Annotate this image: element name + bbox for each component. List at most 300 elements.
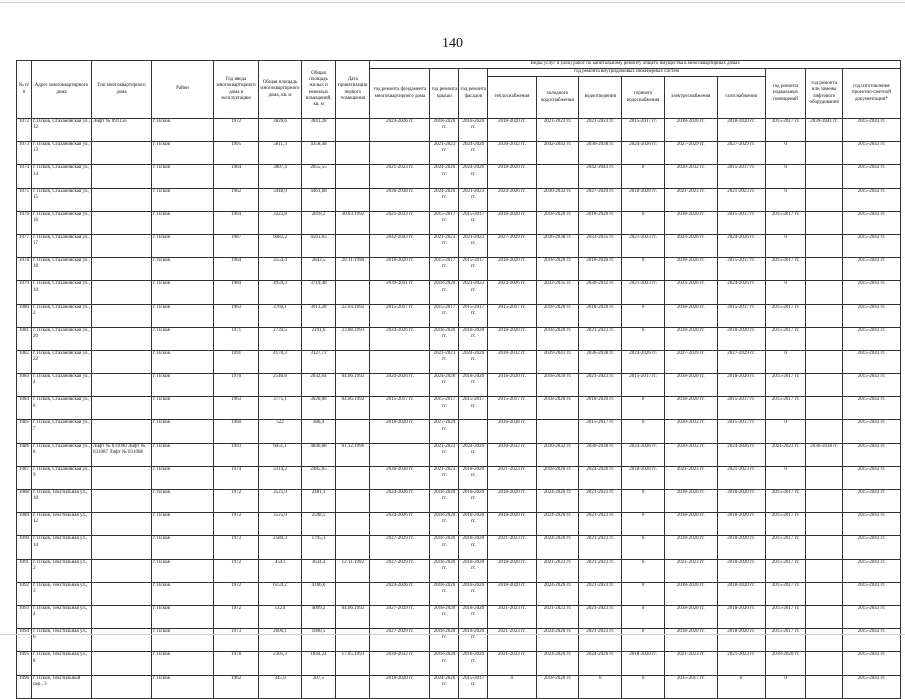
cell-cold-water: 2036-2038 гг. [536,234,579,257]
cell-facade: 2015-2017 гг. [459,211,488,234]
cell-living-area: 1800,5 [301,629,335,652]
cell-hot-water: 2021-2023 гг. [622,281,665,304]
cell-elevator [806,582,842,605]
cell-total-area: 3554,4 [259,258,302,281]
cell-facade: 2024-2026 гг. [459,350,488,373]
table-row [17,629,901,652]
cell-year: 1991 [214,350,259,373]
cell-drain: 2018-2020 гг. [579,211,622,234]
cell-drain: 2033-2035 гг. [579,234,622,257]
cell-foundation: 2018-2020 гг. [370,420,430,443]
cell-elevator [806,675,842,698]
table-row [17,165,901,188]
col-electric: электроснабжения [665,77,717,119]
table-row [17,327,901,350]
cell-address: г. Псков, Стахановская ул., 22 [31,350,91,373]
cell-foundation: 2024-2026 гг. [370,513,430,536]
cell-type [91,142,151,165]
cell-facade: 2018-2020 гг. [459,559,488,582]
cell-type [91,188,151,211]
cell-heat: 2024-2026 гг. [488,281,536,304]
cell-foundation [370,350,430,373]
cell-living-area: 3041,28 [301,119,335,142]
cell-basement: 2015-2017 гг. [765,119,806,142]
cell-heat: 2021-2023 гг. [488,652,536,675]
cell-total-area: 3314,2 [259,466,302,489]
cell-basement: 0 [765,420,806,443]
cell-district: г. Псков [151,234,213,257]
col-year: Год ввода многоквартирного дома в эксплуатацию [214,61,259,119]
cell-facade: 2021-2023 гг. [459,234,488,257]
cell-docs: 2015-2043 гг. [842,258,900,281]
cell-cold-water: 2018-2020 гг. [536,374,579,397]
cell-num: 1093 [17,605,32,628]
cell-gas: 2018-2020 гг. [717,374,765,397]
cell-facade: 2018-2020 гг. [459,466,488,489]
cell-year: 1962 [214,188,259,211]
cell-total-area: 2739,5 [259,327,302,350]
cell-electric: 2018-2020 гг. [665,397,717,420]
cell-facade: 2015-2017 гг. [459,304,488,327]
cell-district: г. Псков [151,559,213,582]
cell-total-area: 2305,3 [259,652,302,675]
cell-basement: 2015-2017 гг. [765,258,806,281]
cell-privatization [336,490,370,513]
cell-year: 1993 [214,443,259,466]
cell-living-area: 3013,28 [301,304,335,327]
cell-hot-water: 0 [622,165,665,188]
cell-address: г. Псков, Стахановская ул., 6 [31,397,91,420]
cell-address: г. Псков, Текстильная ул., 8 [31,652,91,675]
table-row [17,675,901,698]
cell-privatization: 04.06.1992 [336,374,370,397]
cell-district: г. Псков [151,327,213,350]
cell-drain: 2021-2023 гг. [579,605,622,628]
cell-basement: 2015-2017 гг. [765,559,806,582]
cell-foundation: 2024-2026 гг. [370,374,430,397]
cell-type [91,513,151,536]
cell-roof: 2018-2020 гг. [430,513,459,536]
cell-cold-water: 2018-2020 гг. [536,466,579,489]
cell-address: г. Псков, Стахановская ул., 20 [31,327,91,350]
cell-drain: 2027-2029 гг. [579,188,622,211]
cell-living-area: 4099,2 [301,605,335,628]
cell-total-area: 3826,6 [259,119,302,142]
col-privatization: Дата приватизации первого помещения [336,61,370,119]
cell-cold-water [536,165,579,188]
cell-district: г. Псков [151,582,213,605]
table-row [17,605,901,628]
table-row [17,258,901,281]
cell-basement: 2018-2020 гг. [765,652,806,675]
cell-type: Лифт № 091156 [91,119,151,142]
cell-district: г. Псков [151,374,213,397]
cell-address: г. Псков, Текстильная ул., 2 [31,559,91,582]
cell-num: 1087 [17,466,32,489]
cell-living-area: 2485,65 [301,466,335,489]
cell-elevator [806,188,842,211]
cell-hot-water: 0 [622,258,665,281]
cell-hot-water: 0 [622,211,665,234]
cell-num: 1090 [17,536,32,559]
cell-living-area: 4461,68 [301,188,335,211]
cell-hot-water: 0 [622,536,665,559]
cell-drain: 2036-2038 гг. [579,350,622,373]
cell-num: 1085 [17,420,32,443]
cell-docs: 2015-2043 гг. [842,234,900,257]
cell-num: 1076 [17,211,32,234]
cell-address: г. Псков, Текстильная ул., 10 [31,490,91,513]
col-living-area: Общая площадь жилых и нежилых помещений, кв. м [301,61,335,119]
cell-basement: 0 [765,466,806,489]
table-row [17,443,901,466]
cell-facade: 2018-2020 гг. [459,605,488,628]
cell-living-area: 3634,4 [301,559,335,582]
cell-basement: 2015-2017 гг. [765,327,806,350]
cell-gas: 2015-2017 гг. [717,397,765,420]
cell-hot-water: 0 [622,559,665,582]
cell-hot-water: 2018-2020 гг. [622,466,665,489]
cell-total-area: 522 [259,420,302,443]
cell-docs: 2015-2043 гг. [842,165,900,188]
cell-living-area: 386,4 [301,420,335,443]
cell-living-area: 1844,24 [301,652,335,675]
cell-num: 1079 [17,281,32,304]
cell-docs: 2015-2043 гг. [842,652,900,675]
cell-hot-water: 2015-2017 гг. [622,374,665,397]
cell-hot-water: 0 [622,397,665,420]
cell-hot-water: 0 [622,490,665,513]
cell-cold-water: 2024-2026 гг. [536,582,579,605]
cell-total-area: 4543 [259,559,302,582]
cell-basement: 0 [765,234,806,257]
cell-gas: 2018-2020 гг. [717,490,765,513]
cell-type [91,234,151,257]
cell-living-area: 2032,64 [301,374,335,397]
cell-district: г. Псков [151,258,213,281]
cell-num: 1082 [17,350,32,373]
cell-hot-water: 0 [622,582,665,605]
cell-total-area: 2540,8 [259,374,302,397]
cell-heat: 2036-2038 гг. [488,420,536,443]
cell-heat: 2018-2020 гг. [488,327,536,350]
cell-heat: 2018-2020 гг. [488,559,536,582]
cell-elevator [806,142,842,165]
cell-type [91,466,151,489]
cell-roof: 2021-2023 гг. [430,234,459,257]
cell-num: 1073 [17,142,32,165]
cell-cold-water [536,420,579,443]
page-number: 140 [442,36,463,51]
cell-privatization: 04.06.1992 [336,605,370,628]
cell-docs: 2015-2043 гг. [842,188,900,211]
cell-privatization [336,513,370,536]
cell-type [91,605,151,628]
cell-electric: 2021-2023 гг. [665,188,717,211]
cell-privatization: 01.12.1996 [336,443,370,466]
cell-total-area: 345,9 [259,675,302,698]
cell-year: 1974 [214,466,259,489]
cell-privatization [336,675,370,698]
cell-total-area: 6051,1 [259,443,302,466]
cell-address: г. Псков, Стахановская ул., 7 [31,420,91,443]
cell-gas: 2027-2029 гг. [717,142,765,165]
table-row [17,490,901,513]
cell-foundation: 2027-2029 гг. [370,559,430,582]
cell-heat: 2018-2020 гг. [488,582,536,605]
cell-electric: 2027-2029 гг. [665,142,717,165]
cell-address: г. Псков, Стахановская ул., 19 [31,281,91,304]
cell-electric: 2027-2029 гг. [665,350,717,373]
cell-basement: 0 [765,281,806,304]
cell-gas: 2018-2020 гг. [717,327,765,350]
cell-hot-water: 2021-2023 гг. [622,234,665,257]
cell-privatization: 17.05.1993 [336,652,370,675]
cell-roof: 2015-2017 гг. [430,397,459,420]
cell-drain: 2021-2023 гг. [579,374,622,397]
cell-elevator: 2036-2038 гг. [806,443,842,466]
cell-facade: 2015-2017 гг. [459,258,488,281]
cell-electric: 2030-2032 гг. [665,165,717,188]
scan-bottom-edge [0,634,905,635]
cell-district: г. Псков [151,350,213,373]
cell-living-area: 4561,65 [301,234,335,257]
table-row [17,397,901,420]
cell-basement: 2015-2017 гг. [765,304,806,327]
table-row [17,234,901,257]
cell-address: г. Псков, Стахановская ул., 15 [31,188,91,211]
register-table [16,60,901,699]
cell-gas: 2015-2017 гг. [717,211,765,234]
cell-living-area: 2855,55 [301,165,335,188]
cell-elevator [806,211,842,234]
cell-elevator [806,513,842,536]
cell-num: 1084 [17,397,32,420]
cell-address: г. Псков, Стахановская ул., 16 [31,211,91,234]
cell-num: 1083 [17,374,32,397]
cell-roof: 2018-2020 гг. [430,559,459,582]
cell-total-area: 4170,3 [259,350,302,373]
cell-heat: 2018-2020 гг. [488,513,536,536]
cell-heat: 0 [488,675,536,698]
cell-drain: 2021-2023 гг. [579,513,622,536]
cell-electric: 2018-2020 гг. [665,605,717,628]
cell-total-area: 3807,4 [259,165,302,188]
cell-privatization [336,582,370,605]
cell-district: г. Псков [151,466,213,489]
cell-drain: 2036-2038 гг. [579,443,622,466]
cell-address: г. Псков, Текстильная ул., 4 [31,605,91,628]
cell-privatization: 23.08.1993 [336,327,370,350]
cell-foundation: 2024-2026 гг. [370,582,430,605]
cell-total-area: 6082,2 [259,234,302,257]
cell-address: г. Псков, Текстильная ул., 12 [31,513,91,536]
cell-elevator [806,652,842,675]
cell-heat: 2018-2020 гг. [488,211,536,234]
cell-docs: 2015-2043 гг. [842,327,900,350]
table-row [17,582,901,605]
cell-electric: 2018-2020 гг. [665,490,717,513]
cell-electric: 2018-2020 гг. [665,258,717,281]
cell-district: г. Псков [151,397,213,420]
cell-district: г. Псков [151,188,213,211]
cell-num: 1094 [17,629,32,652]
cell-address: г. Псков, Стахановская ул., 2 [31,304,91,327]
cell-facade: 2018-2020 гг. [459,374,488,397]
cell-foundation: 2024-2026 гг. [370,327,430,350]
cell-heat: 2030-2032 гг. [488,142,536,165]
cell-electric: 2018-2020 гг. [665,304,717,327]
table-row [17,536,901,559]
cell-total-area: 2580,3 [259,536,302,559]
cell-docs: 2015-2043 гг. [842,281,900,304]
cell-electric: 2021-2023 гг. [665,466,717,489]
cell-gas: 2018-2020 гг. [717,536,765,559]
cell-hot-water: 2024-2026 гг. [622,142,665,165]
cell-docs: 2015-2043 гг. [842,466,900,489]
cell-elevator [806,234,842,257]
cell-cold-water: 2021-2023 гг. [536,559,579,582]
cell-num: 1096 [17,675,32,698]
cell-heat: 2021-2023 гг. [488,536,536,559]
cell-privatization [336,281,370,304]
cell-cold-water: 2018-2020 гг. [536,211,579,234]
cell-district: г. Псков [151,165,213,188]
cell-hot-water: 2024-2026 гг. [622,350,665,373]
cell-year: 1987 [214,234,259,257]
col-district: Район [151,61,213,119]
cell-docs: 2015-2043 гг. [842,513,900,536]
cell-drain: 2015-2017 гг. [579,420,622,443]
cell-heat: 2024-2026 гг. [488,188,536,211]
cell-total-area: 3525,9 [259,490,302,513]
cell-district: г. Псков [151,675,213,698]
cell-elevator [806,327,842,350]
table-row [17,652,901,675]
cell-drain: 2018-2020 гг. [579,258,622,281]
cell-cold-water: 2024-2026 гг. [536,536,579,559]
cell-docs: 2015-2043 гг. [842,397,900,420]
table-row [17,420,901,443]
cell-living-area: 4358,48 [301,142,335,165]
cell-living-area: 2843,5 [301,258,335,281]
cell-facade: 2015-2017 гг. [459,397,488,420]
cell-total-area: 5948,9 [259,188,302,211]
table-row [17,513,901,536]
cell-num: 1080 [17,304,32,327]
cell-facade: 2018-2020 гг. [459,536,488,559]
cell-drain: 0 [579,675,622,698]
cell-basement: 2015-2017 гг. [765,513,806,536]
cell-electric: 2030-2032 гг. [665,443,717,466]
col-gas: газоснабжения [717,77,765,119]
cell-elevator [806,466,842,489]
cell-drain: 2021-2023 гг. [579,629,622,652]
cell-roof: 2018-2020 гг. [430,605,459,628]
table-row [17,466,901,489]
cell-roof: 2015-2017 гг. [430,211,459,234]
cell-cold-water: 2033-2035 гг. [536,281,579,304]
cell-type [91,420,151,443]
cell-elevator [806,304,842,327]
cell-type [91,327,151,350]
cell-address: г. Псков, Стахановская ул., 9 [31,466,91,489]
table-row [17,374,901,397]
table-row [17,142,901,165]
cell-year: 1964 [214,211,259,234]
cell-basement: 0 [765,165,806,188]
table-row [17,350,901,373]
cell-foundation: 2024-2026 гг. [370,119,430,142]
cell-year: 1972 [214,559,259,582]
cell-district: г. Псков [151,513,213,536]
cell-facade: 2024-2026 гг. [459,142,488,165]
cell-docs: 2015-2043 гг. [842,629,900,652]
cell-electric: 2018-2020 гг. [665,536,717,559]
cell-foundation: 2039-2041 гг. [370,281,430,304]
cell-living-area: 2191,6 [301,327,335,350]
cell-living-area: 2481,3 [301,490,335,513]
cell-facade: 2024-2026 гг. [459,165,488,188]
cell-roof: 2018-2020 гг. [430,490,459,513]
cell-year: 1972 [214,490,259,513]
cell-district: г. Псков [151,119,213,142]
cell-basement: 0 [765,350,806,373]
cell-gas: 2018-2020 гг. [717,582,765,605]
table-row [17,559,901,582]
cell-elevator [806,536,842,559]
cell-drain: 2021-2023 гг. [579,490,622,513]
cell-drain: 2018-2020 гг. [579,304,622,327]
cell-gas: 2015-2017 гг. [717,304,765,327]
cell-district: г. Псков [151,490,213,513]
cell-year: 1963 [214,304,259,327]
cell-total-area: 5811,3 [259,142,302,165]
cell-facade: 2024-2026 гг. [459,443,488,466]
cell-facade: 2015-2017 гг. [459,675,488,698]
cell-district: г. Псков [151,304,213,327]
cell-roof: 2024-2026 гг. [430,165,459,188]
cell-electric: 2018-2020 гг. [665,119,717,142]
cell-roof: 2018-2020 гг. [430,327,459,350]
cell-year: 1962 [214,675,259,698]
cell-gas: 2015-2017 гг. [717,258,765,281]
cell-total-area: 4959,3 [259,281,302,304]
cell-electric: 2018-2020 гг. [665,629,717,652]
cell-privatization [336,350,370,373]
cell-heat: 2021-2023 гг. [488,605,536,628]
cell-district: г. Псков [151,605,213,628]
cell-cold-water: 2024-2026 гг. [536,629,579,652]
cell-hot-water: 0 [622,304,665,327]
cell-roof: 2024-2026 гг. [430,675,459,698]
cell-cold-water: 2030-2032 гг. [536,188,579,211]
cell-total-area: 3769,1 [259,304,302,327]
cell-cold-water: 2021-2023 гг. [536,605,579,628]
cell-living-area: 4840,88 [301,443,335,466]
cell-address: г. Псков, Текстильная ул., 3 [31,582,91,605]
cell-roof: 2018-2020 гг. [430,281,459,304]
col-drain: водоотведения [579,77,622,119]
cell-district: г. Псков [151,142,213,165]
cell-basement: 2015-2017 гг. [765,397,806,420]
cell-drain: 2024-2026 гг. [579,466,622,489]
cell-drain: 2021-2023 гг. [579,559,622,582]
cell-privatization [336,420,370,443]
cell-type [91,350,151,373]
cell-electric: 2021-2023 гг. [665,559,717,582]
cell-gas: 2024-2026 гг. [717,281,765,304]
